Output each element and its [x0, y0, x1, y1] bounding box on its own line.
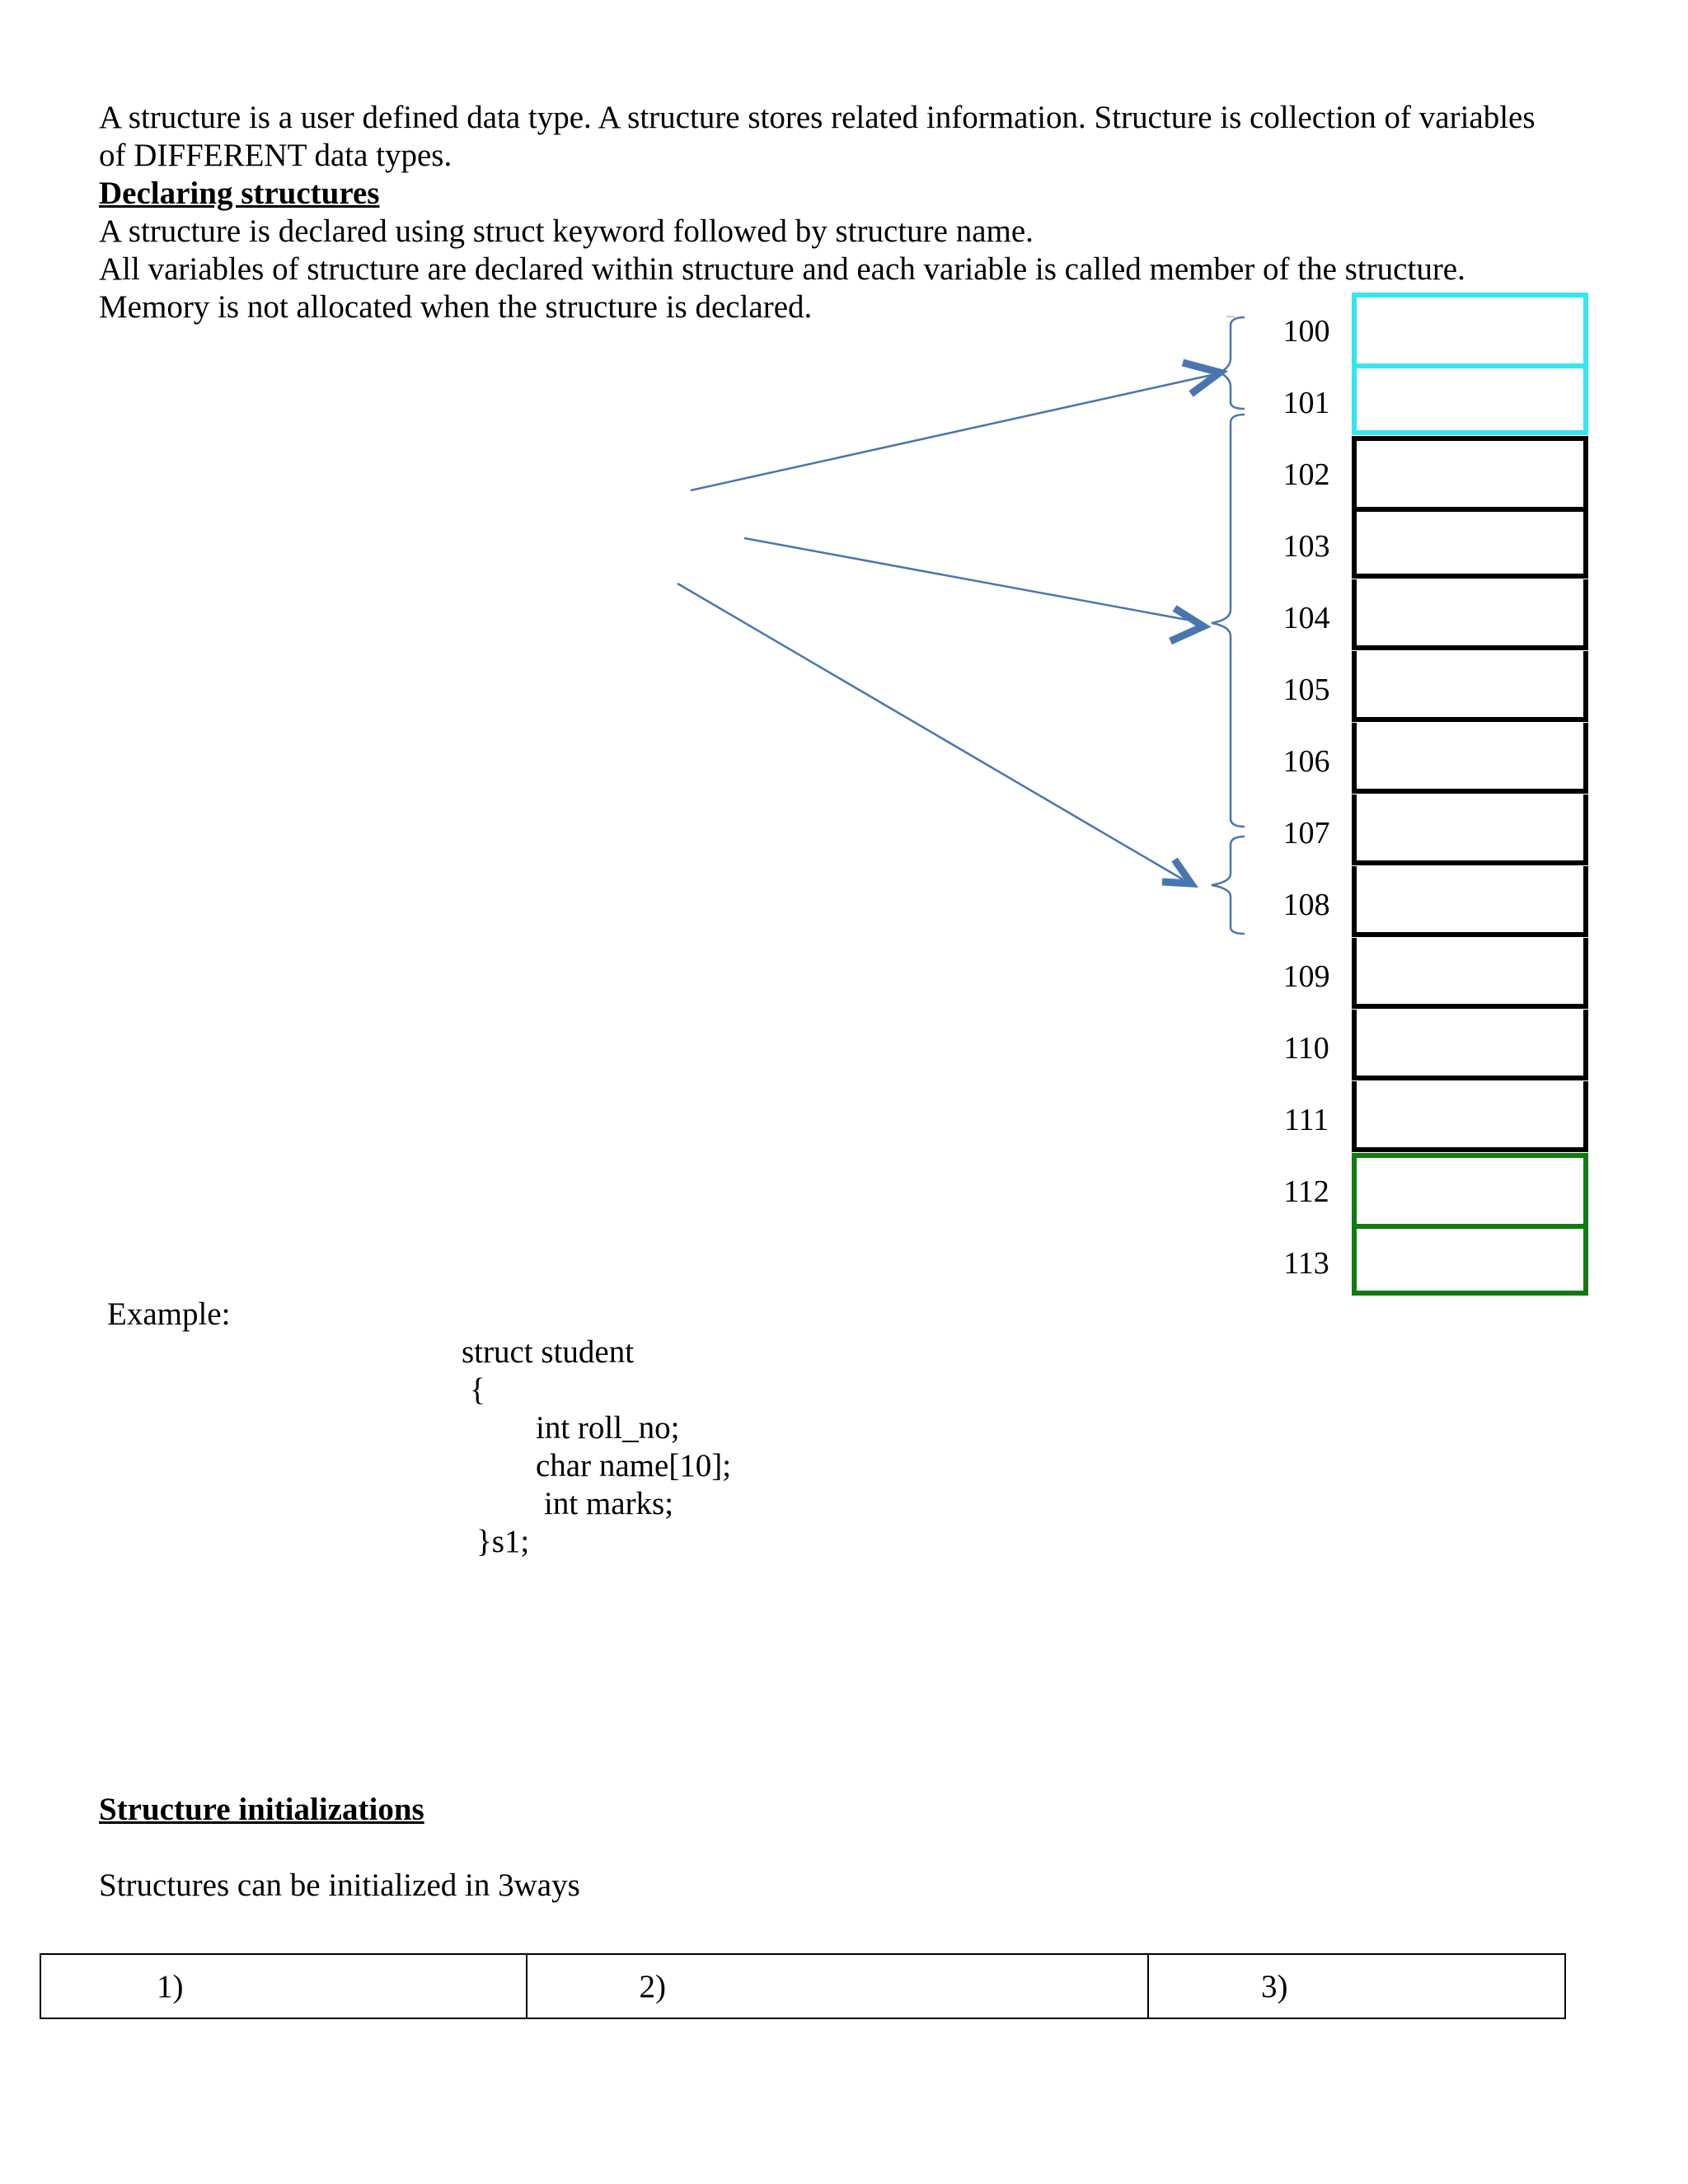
table-cell	[527, 1954, 1148, 2018]
memory-cell	[1352, 1010, 1588, 1080]
arrowhead-name	[1170, 608, 1203, 641]
code-line: int roll_no;	[536, 1410, 680, 1446]
memory-address-label: 103	[1282, 529, 1330, 564]
memory-address-label: 104	[1282, 601, 1330, 635]
intro-line-5: Memory is not allocated when the structure is declared.	[99, 289, 813, 325]
table-cell	[1148, 1954, 1565, 2018]
memory-cell	[1352, 723, 1588, 794]
memory-cell	[1352, 293, 1588, 368]
arrow-line-roll-no	[691, 375, 1212, 490]
code-line: {	[470, 1372, 485, 1408]
code-line: int marks;	[544, 1486, 674, 1521]
memory-cell	[1352, 938, 1588, 1009]
cell-label: 3)	[1260, 1968, 1288, 2004]
intro-line-2: of DIFFERENT data types.	[99, 138, 452, 173]
memory-address-label: 109	[1282, 959, 1330, 994]
example-label: Example:	[107, 1296, 231, 1332]
memory-address-label: 101	[1282, 386, 1330, 420]
structure-initializations-heading: Structure initializations	[99, 1792, 424, 1827]
arrow-line-name	[744, 538, 1187, 620]
code-line: char name[10];	[536, 1448, 732, 1483]
memory-address-label: 111	[1283, 1103, 1329, 1137]
intro-line-3: A structure is declared using struct keyword followed by structure name.	[99, 213, 1034, 249]
code-line: struct student	[462, 1334, 635, 1370]
intro-line-1: A structure is a user defined data type. A structure stores related information. Structure is collection of variables	[99, 100, 1536, 135]
declaring-structures-heading: Declaring structures	[99, 176, 380, 211]
memory-cell	[1352, 508, 1588, 579]
table-cell	[40, 1954, 527, 2018]
memory-cell	[1352, 1225, 1588, 1296]
memory-address-label: 100	[1282, 314, 1330, 349]
memory-cell	[1352, 651, 1588, 722]
table-row	[40, 1954, 1565, 2018]
memory-cell	[1352, 866, 1588, 937]
brace-roll-no	[1220, 317, 1245, 409]
arrowhead-marks	[1162, 860, 1191, 883]
memory-cell	[1352, 1081, 1588, 1152]
init-intro-text: Structures can be initialized in 3ways	[99, 1868, 580, 1903]
memory-address-label: 112	[1283, 1174, 1329, 1209]
memory-address-label: 113	[1283, 1246, 1329, 1281]
memory-address-label: 102	[1282, 457, 1330, 492]
memory-cell	[1352, 364, 1588, 435]
memory-address-label: 107	[1282, 816, 1330, 851]
memory-cell	[1352, 794, 1588, 865]
memory-address-label: 110	[1283, 1031, 1329, 1066]
memory-address-label: 108	[1282, 888, 1330, 922]
brace-marks	[1212, 837, 1245, 934]
intro-line-4: All variables of structure are declared within structure and each variable is called member of the structure.	[99, 251, 1465, 287]
memory-address-label: 106	[1282, 744, 1330, 779]
memory-cell	[1352, 579, 1588, 650]
cell-label: 1)	[157, 1968, 184, 2004]
memory-cell	[1352, 436, 1588, 512]
memory-cell	[1352, 1153, 1588, 1229]
cell-label: 2)	[639, 1968, 666, 2004]
init-ways-table	[40, 1953, 1566, 2019]
brace-name	[1212, 415, 1245, 827]
arrow-line-marks	[678, 583, 1183, 879]
code-line: }s1;	[476, 1524, 530, 1559]
memory-address-label: 105	[1282, 673, 1330, 707]
